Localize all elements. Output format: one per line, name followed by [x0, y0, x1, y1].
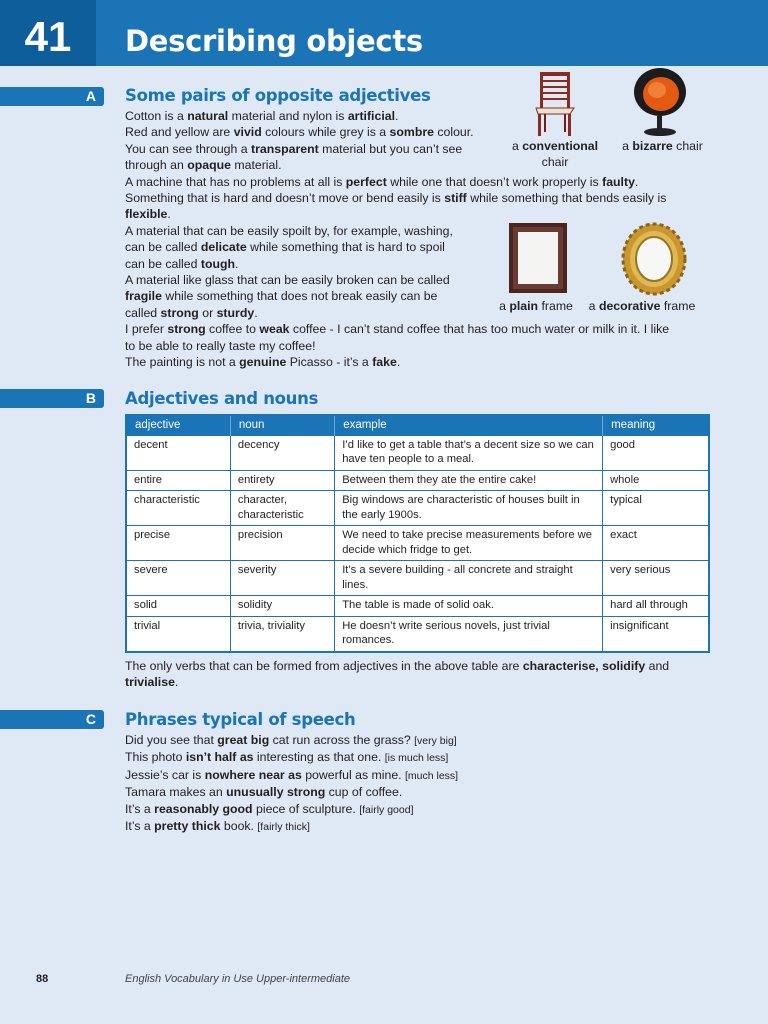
text-segment: .: [395, 109, 399, 123]
table-cell: He doesn’t write serious novels, just trivial romances.: [335, 616, 603, 652]
text-segment: A machine that has no problems at all is: [125, 174, 346, 189]
keyword: reasonably good: [154, 801, 253, 816]
caption-decorative-frame: [582, 298, 702, 314]
text-segment: piece of sculpture.: [252, 801, 360, 816]
table-row: [126, 616, 709, 652]
meaning-gloss: [much less]: [405, 769, 459, 782]
caption-bizarre-chair: [615, 138, 710, 154]
table-cell: precise: [126, 526, 230, 561]
keyword: sombre: [389, 125, 434, 140]
text-segment: The only verbs that can be formed from adjectives in the above table are: [125, 659, 523, 673]
column-header: example: [335, 415, 603, 435]
section-tab-a: A: [0, 87, 104, 106]
text-segment: interesting as that one.: [253, 750, 385, 765]
phrase-line: [125, 784, 725, 800]
table-cell: trivial: [126, 616, 230, 652]
keyword: artificial: [347, 109, 395, 123]
column-header: meaning: [603, 415, 709, 435]
table-row: [126, 596, 709, 617]
keyword: unusually strong: [226, 785, 326, 800]
table-cell: severe: [126, 561, 230, 596]
text-segment: a: [499, 299, 510, 313]
text-line: [125, 658, 715, 674]
text-line: [125, 174, 725, 190]
text-segment: colours while grey is a: [261, 125, 390, 140]
keyword: sturdy: [216, 305, 255, 320]
text-segment: This photo: [125, 750, 186, 765]
keyword: genuine: [239, 355, 287, 370]
section-title-b: Adjectives and nouns: [125, 389, 319, 408]
text-segment: I prefer: [125, 322, 168, 337]
text-segment: coffee - I can’t stand coffee that has too much water or milk in it. I like: [289, 322, 670, 337]
text-segment: material.: [230, 158, 282, 173]
text-segment: Cotton is a: [125, 109, 188, 123]
keyword: transparent: [251, 141, 319, 156]
text-segment: material and nylon is: [228, 109, 348, 123]
keyword: strong: [160, 305, 199, 320]
table-cell: The table is made of solid oak.: [335, 596, 603, 617]
table-body: [126, 435, 709, 652]
text-segment: chair: [672, 139, 703, 153]
table-cell: exact: [603, 526, 709, 561]
keyword: characterise, solidify: [522, 659, 646, 673]
keyword: vivid: [233, 125, 262, 140]
section-c-text: [125, 732, 725, 835]
keyword: stiff: [444, 191, 467, 206]
keyword: perfect: [345, 174, 387, 189]
text-line: [125, 354, 725, 370]
keyword: faulty: [602, 174, 635, 189]
text-segment: while one that doesn’t work properly is: [386, 174, 603, 189]
text-segment: while something that bends easily is: [466, 191, 667, 206]
text-line: [125, 206, 725, 222]
column-header: noun: [230, 415, 334, 435]
text-segment: frame: [538, 299, 573, 313]
text-line: [125, 321, 725, 337]
caption-conventional-chair: [505, 138, 605, 171]
text-segment: It’s a: [125, 819, 155, 834]
table-cell: characteristic: [126, 491, 230, 526]
caption-plain-frame: [492, 298, 580, 314]
meaning-gloss: [very big]: [414, 735, 457, 747]
text-segment: while something that does not break easily can be: [161, 289, 438, 304]
text-segment: a: [588, 299, 599, 313]
keyword: weak: [259, 322, 290, 337]
text-segment: called: [125, 305, 161, 320]
text-segment: while something that is hard to spoil: [246, 240, 445, 255]
text-segment: .: [254, 305, 258, 320]
keyword: great big: [217, 733, 270, 747]
conventional-chair-image: [530, 70, 580, 138]
keyword: bizarre: [632, 139, 673, 153]
table-row: [126, 561, 709, 596]
keyword: nowhere near as: [204, 767, 302, 782]
table-cell: whole: [603, 470, 709, 491]
table-cell: entire: [126, 470, 230, 491]
text-line: [125, 674, 715, 690]
text-segment: or: [198, 305, 217, 320]
text-segment: .: [174, 675, 179, 690]
section-tab-c: C: [0, 710, 104, 729]
table-cell: precision: [230, 526, 334, 561]
page-title: Describing objects: [125, 24, 423, 58]
table-cell: We need to take precise measurements before we decide which fridge to get.: [335, 526, 603, 561]
text-segment: book.: [220, 819, 258, 834]
phrase-line: [125, 749, 725, 766]
table-cell: Big windows are characteristic of houses built in the early 1900s.: [335, 491, 603, 526]
text-segment: .: [235, 256, 239, 271]
table-cell: solidity: [230, 596, 334, 617]
table-row: [126, 435, 709, 470]
phrase-line: [125, 801, 725, 818]
table-cell: Between them they ate the entire cake!: [335, 470, 603, 491]
table-cell: solid: [126, 596, 230, 617]
table-row: [126, 470, 709, 491]
text-line: [125, 157, 725, 173]
text-segment: cup of coffee.: [325, 785, 403, 800]
keyword: trivialise: [125, 675, 175, 690]
text-segment: Red and yellow are: [125, 125, 234, 140]
phrase-line: [125, 818, 725, 835]
text-segment: Jessie’s car is: [125, 767, 205, 782]
text-segment: chair: [541, 155, 569, 170]
text-segment: The painting is not a: [125, 355, 240, 370]
keyword: tough: [200, 256, 236, 271]
text-line: [125, 190, 725, 206]
keyword: fake: [372, 355, 397, 370]
section-title-c: Phrases typical of speech: [125, 710, 356, 729]
section-tab-b: B: [0, 389, 104, 408]
text-segment: A material that can be easily spoilt by, for example, washing,: [125, 223, 453, 238]
text-segment: frame: [660, 299, 696, 313]
keyword: strong: [167, 322, 206, 337]
text-segment: material but you can’t see: [318, 141, 463, 156]
phrase-line: [125, 732, 725, 749]
section-b-note: [125, 658, 715, 691]
column-header: adjective: [126, 415, 230, 435]
text-segment: and: [645, 659, 670, 673]
text-segment: through an: [125, 158, 188, 173]
text-segment: can be called: [125, 256, 201, 271]
text-segment: .: [167, 207, 171, 222]
text-segment: cat run across the grass?: [269, 733, 415, 747]
table-cell: very serious: [603, 561, 709, 596]
table-cell: It’s a severe building - all concrete and straight lines.: [335, 561, 603, 596]
table-cell: hard all through: [603, 596, 709, 617]
section-title-a: Some pairs of opposite adjectives: [125, 86, 431, 105]
text-segment: powerful as mine.: [301, 767, 405, 782]
keyword: flexible: [125, 207, 168, 222]
adjectives-nouns-table: [125, 414, 710, 653]
phrase-line: [125, 767, 725, 784]
text-segment: to be able to really taste my coffee!: [125, 338, 316, 353]
text-segment: .: [396, 355, 401, 370]
decorative-frame-image: [621, 222, 687, 296]
keyword: fragile: [125, 289, 162, 304]
keyword: decorative: [598, 299, 661, 313]
text-segment: coffee to: [205, 322, 260, 337]
table-header-row: [126, 415, 709, 435]
unit-number: 41: [0, 0, 96, 66]
plain-frame-image: [508, 222, 568, 294]
table-cell: decent: [126, 435, 230, 470]
text-segment: You can see through a: [125, 141, 252, 156]
text-segment: Tamara makes an: [125, 785, 227, 800]
meaning-gloss: [fairly good]: [359, 803, 414, 816]
table-cell: character, characteristic: [230, 491, 334, 526]
text-line: [125, 338, 725, 354]
keyword: pretty thick: [154, 819, 221, 834]
meaning-gloss: [fairly thick]: [257, 821, 310, 834]
text-segment: Picasso - it’s a: [286, 355, 373, 370]
table-row: [126, 526, 709, 561]
text-segment: A material like glass that can be easily broken can be called: [125, 273, 450, 288]
text-segment: It’s a: [125, 801, 155, 816]
keyword: isn’t half as: [185, 750, 254, 765]
table-cell: insignificant: [603, 616, 709, 652]
page-number: 88: [36, 973, 49, 985]
keyword: plain: [509, 299, 539, 313]
book-title: English Vocabulary in Use Upper-intermediate: [125, 973, 351, 985]
keyword: delicate: [200, 240, 247, 255]
text-segment: a: [622, 139, 633, 153]
text-segment: Did you see that: [125, 733, 218, 747]
table-cell: trivia, triviality: [230, 616, 334, 652]
table-cell: typical: [603, 491, 709, 526]
table-cell: decency: [230, 435, 334, 470]
keyword: conventional: [522, 139, 599, 153]
table-cell: severity: [230, 561, 334, 596]
text-segment: colour.: [433, 125, 474, 140]
table-cell: I’d like to get a table that’s a decent size so we can have ten people to a meal.: [335, 435, 603, 470]
text-segment: can be called: [125, 240, 201, 255]
table-row: [126, 491, 709, 526]
table-cell: entirety: [230, 470, 334, 491]
meaning-gloss: [is much less]: [384, 752, 449, 765]
text-segment: Something that is hard and doesn’t move or bend easily is: [125, 191, 445, 206]
table-cell: good: [603, 435, 709, 470]
bizarre-chair-image: [631, 66, 689, 138]
keyword: opaque: [187, 158, 231, 173]
keyword: natural: [187, 109, 229, 123]
text-segment: a: [511, 139, 523, 153]
text-segment: .: [634, 174, 639, 189]
